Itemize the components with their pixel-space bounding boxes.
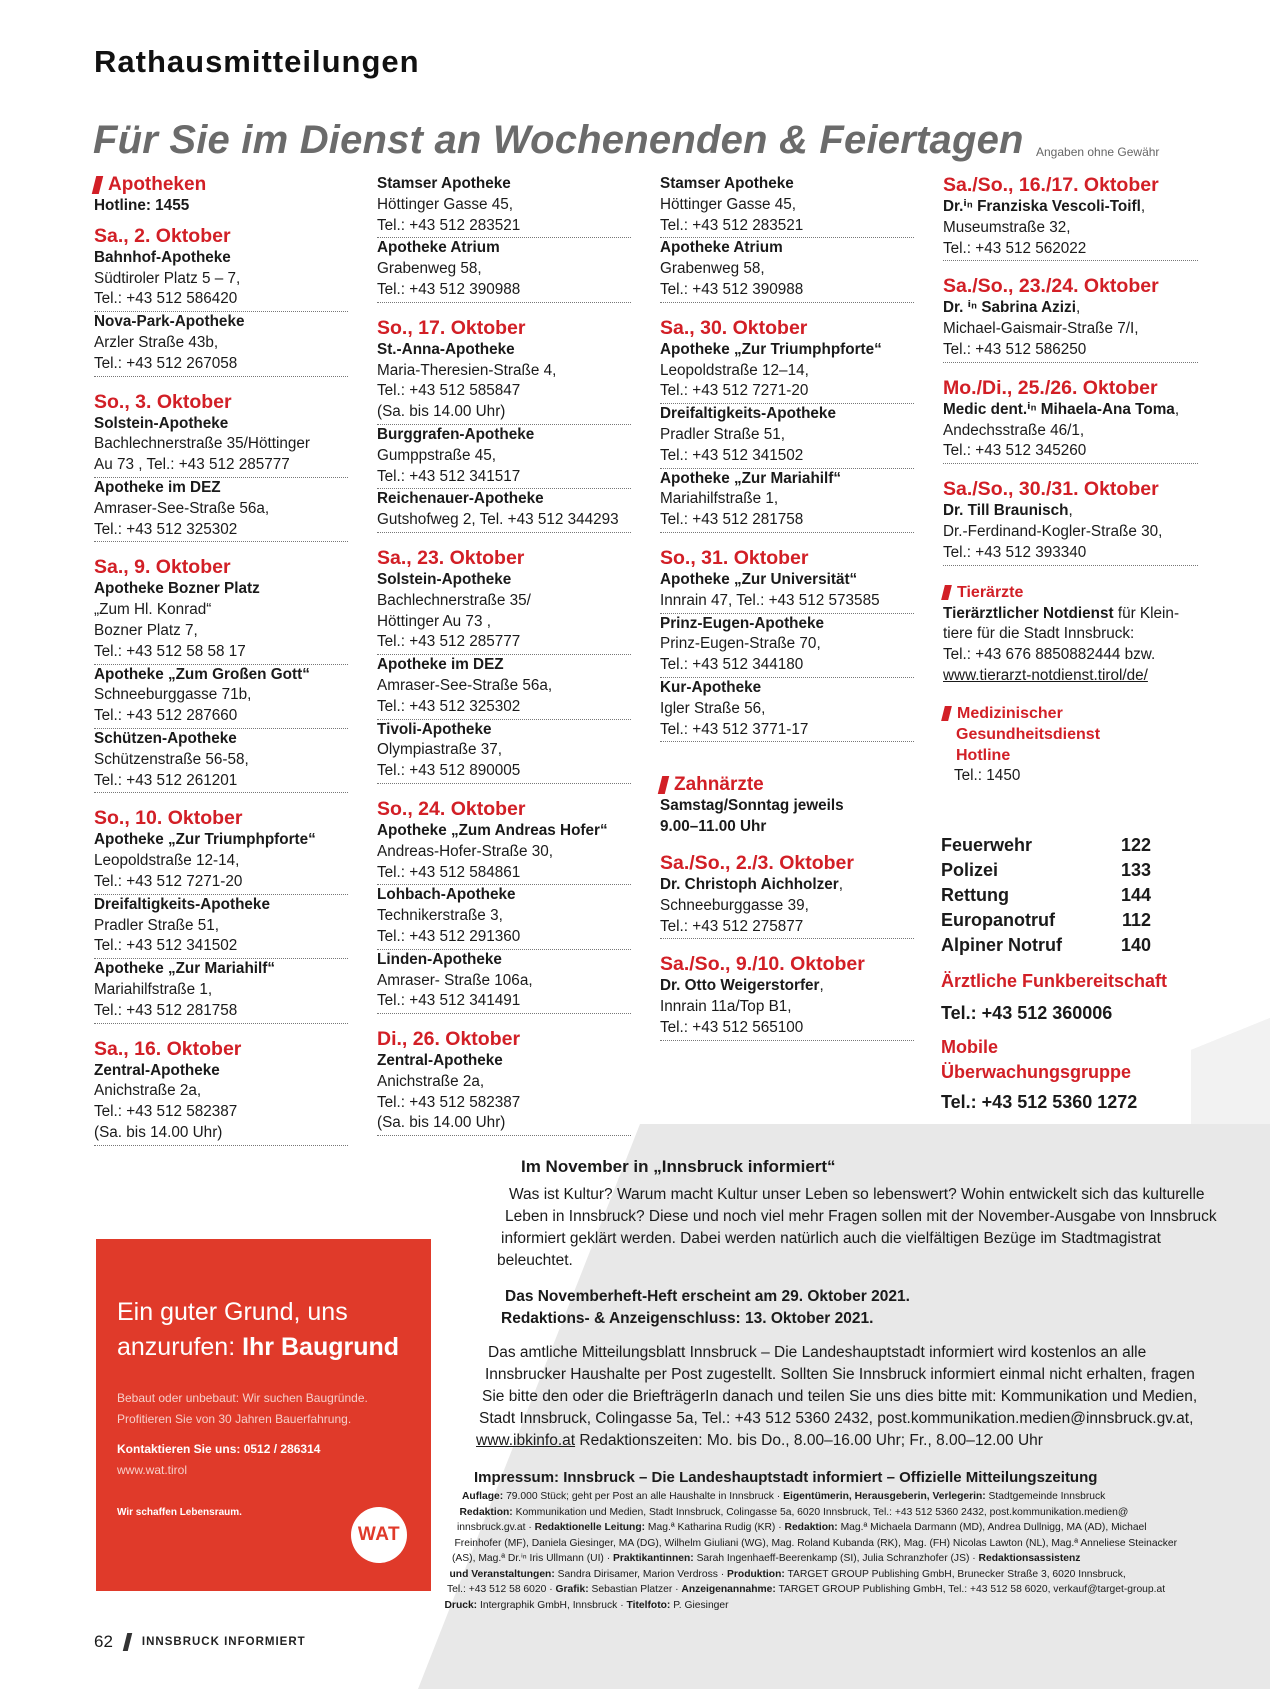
impressum-line: und Veranstaltungen: Sandra Dirisamer, Marion Verdross · Produktion: TARGET GROUP Publishing GmbH, Brunecker Straße 3, 6020 Innsbruck, bbox=[449, 1568, 1126, 1580]
pharmacy-detail: Igler Straße 56, bbox=[660, 699, 766, 717]
emergency-label: Polizei bbox=[941, 860, 999, 880]
day-heading: Di., 26. Oktober bbox=[377, 1028, 521, 1051]
ad-headline-2a: anzurufen: bbox=[117, 1333, 243, 1361]
pharmacy-entry bbox=[94, 665, 348, 729]
pharmacy-name: Tivoli-Apotheke bbox=[377, 720, 492, 738]
pharmacy-detail: Prinz-Eugen-Straße 70, bbox=[660, 635, 821, 653]
ad-contact bbox=[117, 1439, 320, 1481]
pharmacy-detail: Tel.: +43 512 281758 bbox=[94, 1001, 238, 1019]
dentist-name-bold: Dr. Otto Weigerstorfer bbox=[660, 977, 820, 995]
column-1 bbox=[94, 174, 348, 1146]
disclaimer: Angaben ohne Gewähr bbox=[1036, 145, 1160, 159]
impressum-line: Freinhofer (MF), Daniela Giesinger, MA (DG), Wilhelm Giuliani (WG), Mag. Roland Kubanda (RK), Mag. (FH) Nicolas Lawton (NL), Mag.ª Anneliese Steinacker bbox=[454, 1537, 1178, 1549]
pharmacy-detail: Bachlechnerstraße 35/Höttinger bbox=[94, 435, 310, 453]
pharmacy-detail: Tel.: +43 512 325302 bbox=[94, 520, 238, 538]
pharmacy-name: Apotheke „Zur Mariahilf“ bbox=[660, 469, 842, 487]
page-number: 62 bbox=[94, 1632, 113, 1651]
pharmacy-detail: Tel.: +43 512 291360 bbox=[377, 927, 521, 945]
impressum-line: Druck: Intergraphik GmbH, Innsbruck · Titelfoto: P. Giesinger bbox=[444, 1599, 729, 1611]
pharmacy-detail: Tel.: +43 512 7271-20 bbox=[660, 382, 809, 400]
dentist-detail: Dr.-Ferdinand-Kogler-Straße 30, bbox=[943, 522, 1163, 540]
wat-logo: WAT bbox=[351, 1507, 407, 1563]
pharmacy-entry bbox=[377, 720, 631, 784]
dentist-name-bold: Dr. Christoph Aichholzer bbox=[660, 875, 839, 893]
pharmacy-entry bbox=[377, 950, 631, 1014]
pharmacy-name: Dreifaltigkeits-Apotheke bbox=[660, 405, 836, 423]
pharmacy-name: Reichenauer-Apotheke bbox=[377, 490, 544, 508]
day-heading: So., 17. Oktober bbox=[377, 316, 526, 339]
pharmacy-name: Zentral-Apotheke bbox=[377, 1052, 503, 1070]
pharmacy-entry bbox=[94, 729, 348, 793]
category-label: Tierärzte bbox=[957, 583, 1024, 601]
day-heading: So., 24. Oktober bbox=[377, 797, 526, 820]
pharmacy-entry bbox=[94, 895, 348, 959]
dentist-entry bbox=[943, 501, 1198, 565]
day-heading: So., 31. Oktober bbox=[660, 546, 809, 569]
dentist-detail: Museumstraße 32, bbox=[943, 218, 1071, 236]
dentist-name: Medic dent.ⁱⁿ Mihaela-Ana Toma, bbox=[943, 400, 1180, 418]
pharmacy-detail: Tel.: +43 512 325302 bbox=[377, 697, 521, 715]
pharmacy-entry bbox=[660, 570, 914, 614]
funk-title: Ärztliche Funkbereitschaft bbox=[941, 971, 1168, 991]
page-headline: Für Sie im Dienst an Wochenenden & Feiertagen bbox=[93, 118, 1024, 162]
impressum-line: Tel.: +43 512 58 6020 · Grafik: Sebastian Platzer · Anzeigenannahme: TARGET GROUP Publishing GmbH, Tel.: +43 512 58 6020, verkauf@target-group.at bbox=[447, 1584, 1166, 1595]
zahnaerzte-note-1: Samstag/Sonntag jeweils bbox=[660, 797, 844, 815]
pharmacy-name: Burggrafen-Apotheke bbox=[377, 425, 535, 443]
emergency-numbers bbox=[941, 833, 1151, 958]
info-paragraph-1 bbox=[497, 1184, 1229, 1272]
pharmacy-detail: Tel.: +43 512 582387 bbox=[377, 1093, 521, 1111]
ad-text-1: Bebaut oder unbebaut: Wir suchen Baugründe. bbox=[117, 1391, 368, 1405]
pharmacy-entry bbox=[94, 959, 348, 1023]
pharmacy-name: Apotheke „Zur Universität“ bbox=[660, 570, 858, 588]
tieraerzte-text bbox=[943, 604, 1198, 625]
emergency-row bbox=[941, 833, 1151, 858]
pharmacy-entry bbox=[94, 830, 348, 894]
dentist-entry bbox=[943, 197, 1198, 261]
pharmacy-name: Apotheke „Zum Großen Gott“ bbox=[94, 665, 310, 683]
tieraerzte-link[interactable]: www.tierarzt-notdienst.tirol/de/ bbox=[943, 666, 1148, 684]
dentist-detail: Tel.: +43 512 275877 bbox=[660, 917, 804, 935]
dentist-entry bbox=[660, 875, 914, 939]
pharmacy-detail: Tel.: +43 512 890005 bbox=[377, 762, 521, 780]
pharmacy-entry bbox=[377, 425, 631, 489]
column-3 bbox=[660, 174, 914, 1041]
emergency-label: Rettung bbox=[941, 885, 1009, 905]
pharmacy-entry bbox=[660, 678, 914, 742]
pharmacy-detail: Südtiroler Platz 5 – 7, bbox=[94, 269, 241, 287]
ad-headline bbox=[117, 1295, 399, 1365]
dentist-detail: Schneeburggasse 39, bbox=[660, 896, 809, 914]
pharmacy-entry bbox=[660, 614, 914, 678]
emergency-row bbox=[941, 933, 1151, 958]
pharmacy-name: Apotheke Atrium bbox=[377, 239, 500, 257]
magazine-name: INNSBRUCK INFORMIERT bbox=[141, 1636, 306, 1648]
category-tieraerzte bbox=[943, 582, 1198, 604]
impressum-line: Redaktion: Kommunikation und Medien, Stadt Innsbruck, Colingasse 5a, 6020 Innsbruck, Tel.: +43 512 5360 2432, post.kommunikation.medien@ bbox=[459, 1506, 1129, 1518]
pharmacy-entry bbox=[660, 404, 914, 468]
pharmacy-name: Solstein-Apotheke bbox=[94, 414, 229, 432]
emergency-label: Europanotruf bbox=[941, 910, 1055, 930]
dentist-detail: Tel.: +43 512 562022 bbox=[943, 239, 1087, 257]
zahnaerzte-list bbox=[660, 852, 914, 1041]
pharmacy-detail: Schützenstraße 56-58, bbox=[94, 750, 249, 768]
wat-advertisement[interactable] bbox=[96, 1239, 431, 1591]
funk-tel: Tel.: +43 512 360006 bbox=[941, 1003, 1113, 1023]
pharmacy-name: Apotheke im DEZ bbox=[94, 478, 221, 496]
pharmacy-detail: Technikerstraße 3, bbox=[377, 907, 503, 925]
pharmacy-detail: Tel.: +43 512 283521 bbox=[660, 216, 804, 234]
column-4 bbox=[943, 174, 1198, 787]
category-label: Apotheken bbox=[108, 174, 207, 195]
ad-contact-phone: Kontaktieren Sie uns: 0512 / 286314 bbox=[117, 1442, 321, 1456]
pharmacy-entry bbox=[94, 579, 348, 664]
pharmacy-name: Linden-Apotheke bbox=[377, 950, 502, 968]
pharmacy-name: Schützen-Apotheke bbox=[94, 729, 237, 747]
pharmacy-detail: Amraser-See-Straße 56a, bbox=[94, 499, 270, 517]
pharmacy-name: Apotheke „Zum Andreas Hofer“ bbox=[377, 821, 608, 839]
dentist-detail: Innrain 11a/Top B1, bbox=[660, 998, 792, 1016]
pharmacy-detail: Höttinger Gasse 45, bbox=[377, 195, 514, 213]
emergency-number: 144 bbox=[1120, 885, 1151, 905]
day-heading: Sa., 16. Oktober bbox=[94, 1037, 242, 1060]
pharmacy-detail: Höttinger Au 73 , bbox=[377, 612, 491, 630]
column-3-list bbox=[660, 174, 914, 742]
mobile-line-1: Mobile bbox=[941, 1037, 998, 1057]
impressum-text bbox=[444, 1489, 1208, 1613]
tieraerzte-bold: Tierärztlicher Notdienst bbox=[943, 604, 1114, 622]
pharmacy-name: Stamser Apotheke bbox=[377, 175, 511, 192]
dentist-name-bold: Dr.ⁱⁿ Franziska Vescoli-Toifl bbox=[943, 198, 1141, 215]
ad-text-2: Profitieren Sie von 30 Jahren Bauerfahrung. bbox=[117, 1412, 352, 1426]
column-1-list bbox=[94, 225, 348, 1146]
pharmacy-entry bbox=[660, 238, 914, 302]
section-title: Rathausmitteilungen bbox=[94, 44, 420, 79]
info-line: Innsbrucker Haushalte per Post zugestellt. Sollten Sie Innsbruck informiert einmal nicht erhalten, fragen bbox=[485, 1366, 1195, 1383]
day-heading: Sa., 23. Oktober bbox=[377, 546, 525, 569]
pharmacy-detail: Grabenweg 58, bbox=[660, 260, 765, 278]
ad-headline-1: Ein guter Grund, uns bbox=[117, 1298, 348, 1326]
slash-icon bbox=[941, 585, 952, 600]
pharmacy-detail: Tel.: +43 512 285777 bbox=[377, 633, 521, 651]
category-apotheken bbox=[94, 174, 348, 196]
pharmacy-name: Apotheke im DEZ bbox=[377, 656, 504, 674]
column-2-list bbox=[377, 174, 631, 1136]
emergency-number: 112 bbox=[1121, 910, 1151, 930]
pharmacy-detail: Tel.: +43 512 341517 bbox=[377, 467, 521, 485]
pharmacy-name: Zentral-Apotheke bbox=[94, 1061, 220, 1079]
pharmacy-name: Solstein-Apotheke bbox=[377, 570, 512, 588]
emergency-number: 122 bbox=[1120, 835, 1151, 855]
info-p2-rest: Redaktionszeiten: Mo. bis Do., 8.00–16.00 Uhr; Fr., 8.00–12.00 Uhr bbox=[575, 1432, 1043, 1449]
dentist-name-bold: Dr. Till Braunisch bbox=[943, 502, 1069, 520]
dentist-entry bbox=[943, 400, 1198, 464]
emergency-number: 133 bbox=[1120, 860, 1151, 880]
impressum-line: Auflage: 79.000 Stück; geht per Post an alle Haushalte in Innsbruck · Eigentümerin, Herausgeberin, Verlegerin: Stadtgemeinde Innsbruck bbox=[462, 1491, 1106, 1502]
pharmacy-detail: Tel.: +43 512 287660 bbox=[94, 707, 238, 725]
pharmacy-entry bbox=[377, 238, 631, 302]
tieraerzte-tel: Tel.: +43 676 8850882444 bzw. bbox=[943, 646, 1156, 664]
pharmacy-name: Apotheke Bozner Platz bbox=[94, 580, 260, 598]
pharmacy-name: Apotheke „Zur Triumphpforte“ bbox=[660, 340, 882, 358]
pharmacy-name: Apotheke Atrium bbox=[660, 239, 783, 257]
tieraerzte-text-1: für Klein- bbox=[1113, 604, 1180, 622]
pharmacy-detail: Schneeburggasse 71b, bbox=[94, 686, 252, 704]
dentist-name: Dr. Christoph Aichholzer, bbox=[660, 875, 844, 893]
pharmacy-entry bbox=[660, 340, 914, 404]
pharmacy-detail: Innrain 47, Tel.: +43 512 573585 bbox=[660, 591, 880, 609]
day-heading: Sa./So., 23./24. Oktober bbox=[943, 275, 1159, 298]
info-line: beleuchtet. bbox=[497, 1252, 573, 1269]
pharmacy-name: Bahnhof-Apotheke bbox=[94, 248, 231, 266]
pharmacy-detail: Tel.: +43 512 341502 bbox=[660, 446, 804, 464]
pharmacy-detail: (Sa. bis 14.00 Uhr) bbox=[94, 1123, 223, 1141]
info-line: Leben in Innsbruck? Diese und noch viel mehr Fragen sollen mit der November-Ausgabe von Innsbruck bbox=[505, 1208, 1217, 1225]
pharmacy-detail: Grabenweg 58, bbox=[377, 260, 482, 278]
pharmacy-detail: Tel.: +43 512 267058 bbox=[94, 354, 238, 372]
slash-icon bbox=[658, 776, 669, 794]
medizin-line-2: Gesundheitsdienst bbox=[956, 725, 1101, 743]
dentist-name-bold: Medic dent.ⁱⁿ Mihaela-Ana Toma bbox=[943, 400, 1175, 418]
pharmacy-detail: Bachlechnerstraße 35/ bbox=[377, 591, 531, 609]
dentist-detail: Tel.: +43 512 393340 bbox=[943, 543, 1087, 561]
pharmacy-entry bbox=[660, 174, 914, 238]
dentist-detail: Tel.: +43 512 345260 bbox=[943, 442, 1087, 460]
pharmacy-detail: Tel.: +43 512 7271-20 bbox=[94, 872, 243, 890]
pharmacy-entry bbox=[377, 655, 631, 719]
pharmacy-detail: Tel.: +43 512 341502 bbox=[94, 937, 238, 955]
dentist-entry bbox=[943, 298, 1198, 362]
impressum-line: (AS), Mag.ª Dr.ⁱⁿ Iris Ullmann (UI) · Praktikantinnen: Sarah Ingenhaeff-Beerenkamp (SI), Julia Schranzhofer (JS) · Redaktionsassistenz bbox=[452, 1553, 1081, 1564]
pharmacy-entry bbox=[377, 885, 631, 949]
pharmacy-detail: Au 73 , Tel.: +43 512 285777 bbox=[94, 456, 290, 474]
pharmacy-detail: Tel.: +43 512 58 58 17 bbox=[94, 642, 246, 660]
day-heading: Mo./Di., 25./26. Oktober bbox=[943, 376, 1158, 399]
column-4-list bbox=[943, 174, 1198, 566]
tieraerzte-text-2: tiere für die Stadt Innsbruck: bbox=[943, 625, 1135, 643]
mobile-line-2: Überwachungsgruppe bbox=[941, 1062, 1132, 1082]
pharmacy-detail: Arzler Straße 43b, bbox=[94, 333, 219, 351]
info-line: informiert geklärt werden. Dabei werden natürlich auch die vielfältigen Bezüge im Stadtmagistrat bbox=[501, 1230, 1161, 1247]
zahnaerzte-note-2: 9.00–11.00 Uhr bbox=[660, 818, 767, 836]
emergency-row bbox=[941, 883, 1151, 908]
pharmacy-name: Prinz-Eugen-Apotheke bbox=[660, 614, 825, 632]
mobile-tel: Tel.: +43 512 5360 1272 bbox=[941, 1092, 1138, 1112]
pharmacy-name: Apotheke „Zur Mariahilf“ bbox=[94, 960, 276, 978]
pharmacy-name: Apotheke „Zur Triumphpforte“ bbox=[94, 831, 316, 849]
pharmacy-name: Lohbach-Apotheke bbox=[377, 886, 516, 904]
apotheken-hotline: Hotline: 1455 bbox=[94, 197, 190, 214]
info-date-1: Das Novemberheft-Heft erscheint am 29. Oktober 2021. bbox=[505, 1288, 910, 1305]
category-zahnaerzte bbox=[660, 774, 914, 796]
dentist-detail: Tel.: +43 512 565100 bbox=[660, 1018, 804, 1036]
info-line: Stadt Innsbruck, Colingasse 5a, Tel.: +43 512 5360 2432, post.kommunikation.medien@innsbruck.gv.at, bbox=[479, 1410, 1194, 1427]
pharmacy-detail: „Zum Hl. Konrad“ bbox=[94, 601, 212, 619]
pharmacy-detail: Tel.: +43 512 283521 bbox=[377, 216, 521, 234]
pharmacy-detail: Maria-Theresien-Straße 4, bbox=[377, 361, 557, 379]
pharmacy-detail: Pradler Straße 51, bbox=[660, 425, 785, 443]
day-heading: So., 10. Oktober bbox=[94, 807, 243, 830]
info-paragraph-2 bbox=[476, 1342, 1228, 1452]
pharmacy-entry bbox=[94, 248, 348, 312]
info-date-2: Redaktions- & Anzeigenschluss: 13. Oktober 2021. bbox=[501, 1310, 874, 1327]
pharmacy-detail: Anichstraße 2a, bbox=[377, 1072, 485, 1090]
info-line: Was ist Kultur? Warum macht Kultur unser Leben so lebenswert? Wohin entwickelt sich das kulturelle bbox=[509, 1186, 1205, 1203]
pharmacy-entry bbox=[377, 174, 631, 238]
pharmacy-detail: Leopoldstraße 12-14, bbox=[94, 852, 240, 870]
category-medizin bbox=[943, 703, 1198, 725]
pharmacy-detail: Tel.: +43 512 584861 bbox=[377, 863, 521, 881]
day-heading: So., 3. Oktober bbox=[94, 390, 232, 413]
info-line: Sie bitte den oder die BriefträgerIn danach und teilen Sie uns dies bitte mit: Kommunikation und Medien, bbox=[482, 1388, 1198, 1405]
medizin-tel: Tel.: 1450 bbox=[954, 767, 1021, 785]
emergency-row bbox=[941, 858, 1151, 883]
impressum-line: innsbruck.gv.at · Redaktionelle Leitung: Mag.ª Katharina Rudig (KR) · Redaktion: Mag.ª Michaela Darmann (MD), Andrea Dullnigg, MA (AD), Michael bbox=[457, 1522, 1147, 1533]
emergency-label: Alpiner Notruf bbox=[941, 935, 1062, 955]
pharmacy-name: Stamser Apotheke bbox=[660, 175, 794, 192]
pharmacy-detail: Leopoldstraße 12–14, bbox=[660, 361, 809, 379]
dentist-name-bold: Dr. ⁱⁿ Sabrina Azizi bbox=[943, 299, 1076, 317]
dentist-name: Dr. Till Braunisch, bbox=[943, 502, 1073, 520]
pharmacy-entry bbox=[377, 570, 631, 655]
mobile-title bbox=[941, 1035, 1171, 1085]
dentist-name: Dr.ⁱⁿ Franziska Vescoli-Toifl, bbox=[943, 198, 1146, 215]
day-heading: Sa./So., 16./17. Oktober bbox=[943, 174, 1159, 196]
medizin-line-3: Hotline bbox=[956, 746, 1011, 764]
ad-web[interactable]: www.wat.tirol bbox=[117, 1463, 188, 1477]
pharmacy-detail: (Sa. bis 14.00 Uhr) bbox=[377, 403, 506, 421]
pharmacy-entry bbox=[94, 312, 348, 376]
slash-icon bbox=[123, 1633, 132, 1651]
pharmacy-detail: Amraser-See-Straße 56a, bbox=[377, 676, 553, 694]
pharmacy-name: Nova-Park-Apotheke bbox=[94, 313, 245, 331]
pharmacy-detail: Mariahilfstraße 1, bbox=[660, 490, 779, 508]
dentist-entry bbox=[660, 976, 914, 1040]
pharmacy-detail: Höttinger Gasse 45, bbox=[660, 195, 797, 213]
emergency-label: Feuerwehr bbox=[941, 835, 1033, 855]
info-title: Im November in „Innsbruck informiert“ bbox=[521, 1157, 836, 1176]
page-footer bbox=[94, 1632, 306, 1652]
pharmacy-entry bbox=[660, 469, 914, 533]
pharmacy-detail: Tel.: +43 512 582387 bbox=[94, 1103, 238, 1121]
pharmacy-entry bbox=[377, 340, 631, 425]
pharmacy-detail: Tel.: +43 512 281758 bbox=[660, 511, 804, 529]
dentist-detail: Tel.: +43 512 586250 bbox=[943, 340, 1087, 358]
slash-icon bbox=[941, 706, 952, 721]
category-label: Zahnärzte bbox=[674, 774, 764, 796]
pharmacy-detail: Tel.: +43 512 390988 bbox=[377, 280, 521, 298]
pharmacy-detail: Andreas-Hofer-Straße 30, bbox=[377, 842, 553, 860]
pharmacy-detail: (Sa. bis 14.00 Uhr) bbox=[377, 1114, 506, 1132]
pharmacy-detail: Mariahilfstraße 1, bbox=[94, 980, 213, 998]
pharmacy-name: Kur-Apotheke bbox=[660, 678, 762, 696]
pharmacy-detail: Bozner Platz 7, bbox=[94, 621, 198, 639]
info-dates bbox=[501, 1286, 1005, 1330]
pharmacy-entry bbox=[94, 414, 348, 478]
ad-headline-2b: Ihr Baugrund bbox=[242, 1333, 400, 1361]
pharmacy-detail: Gutshofweg 2, Tel. +43 512 344293 bbox=[377, 511, 619, 529]
dentist-name: Dr. ⁱⁿ Sabrina Azizi, bbox=[943, 299, 1081, 317]
pharmacy-entry bbox=[377, 821, 631, 885]
pharmacy-name: St.-Anna-Apotheke bbox=[377, 340, 515, 358]
pharmacy-detail: Olympiastraße 37, bbox=[377, 741, 502, 759]
ad-slogan: Wir schaffen Lebensraum. bbox=[117, 1507, 242, 1518]
pharmacy-detail: Gumppstraße 45, bbox=[377, 446, 497, 464]
pharmacy-entry bbox=[377, 1051, 631, 1136]
pharmacy-detail: Tel.: +43 512 261201 bbox=[94, 771, 238, 789]
pharmacy-detail: Tel.: +43 512 585847 bbox=[377, 382, 521, 400]
emergency-number: 140 bbox=[1120, 935, 1151, 955]
pharmacy-entry bbox=[377, 489, 631, 533]
day-heading: Sa., 30. Oktober bbox=[660, 316, 808, 339]
dentist-detail: Michael-Gaismair-Straße 7/I, bbox=[943, 320, 1139, 338]
pharmacy-detail: Anichstraße 2a, bbox=[94, 1082, 202, 1100]
pharmacy-detail: Amraser- Straße 106a, bbox=[377, 971, 533, 989]
ad-text bbox=[117, 1388, 368, 1430]
impressum-title: Impressum: Innsbruck – Die Landeshauptstadt informiert – Offizielle Mitteilungszeitung bbox=[474, 1469, 1098, 1486]
dentist-detail: Andechsstraße 46/1, bbox=[943, 421, 1085, 439]
day-heading: Sa., 2. Oktober bbox=[94, 224, 231, 247]
pharmacy-detail: Tel.: +43 512 341491 bbox=[377, 992, 521, 1010]
dentist-name: Dr. Otto Weigerstorfer, bbox=[660, 977, 824, 995]
pharmacy-detail: Pradler Straße 51, bbox=[94, 916, 219, 934]
day-heading: Sa./So., 2./3. Oktober bbox=[660, 851, 854, 874]
pharmacy-entry bbox=[94, 478, 348, 542]
medizin-line-1: Medizinischer bbox=[957, 704, 1063, 722]
day-heading: Sa., 9. Oktober bbox=[94, 556, 231, 579]
ibkinfo-link[interactable]: www.ibkinfo.at bbox=[476, 1432, 576, 1449]
pharmacy-detail: Tel.: +43 512 3771-17 bbox=[660, 720, 809, 738]
pharmacy-detail: Tel.: +43 512 390988 bbox=[660, 280, 804, 298]
day-heading: Sa./So., 9./10. Oktober bbox=[660, 953, 865, 976]
slash-icon bbox=[92, 176, 103, 194]
pharmacy-detail: Tel.: +43 512 586420 bbox=[94, 290, 238, 308]
emergency-row bbox=[941, 908, 1151, 933]
day-heading: Sa./So., 30./31. Oktober bbox=[943, 478, 1159, 501]
column-2 bbox=[377, 174, 631, 1136]
pharmacy-entry bbox=[94, 1061, 348, 1146]
info-line: Das amtliche Mitteilungsblatt Innsbruck – Die Landeshauptstadt informiert wird kostenlos an alle bbox=[488, 1344, 1147, 1361]
pharmacy-detail: Tel.: +43 512 344180 bbox=[660, 656, 804, 674]
pharmacy-name: Dreifaltigkeits-Apotheke bbox=[94, 895, 270, 913]
